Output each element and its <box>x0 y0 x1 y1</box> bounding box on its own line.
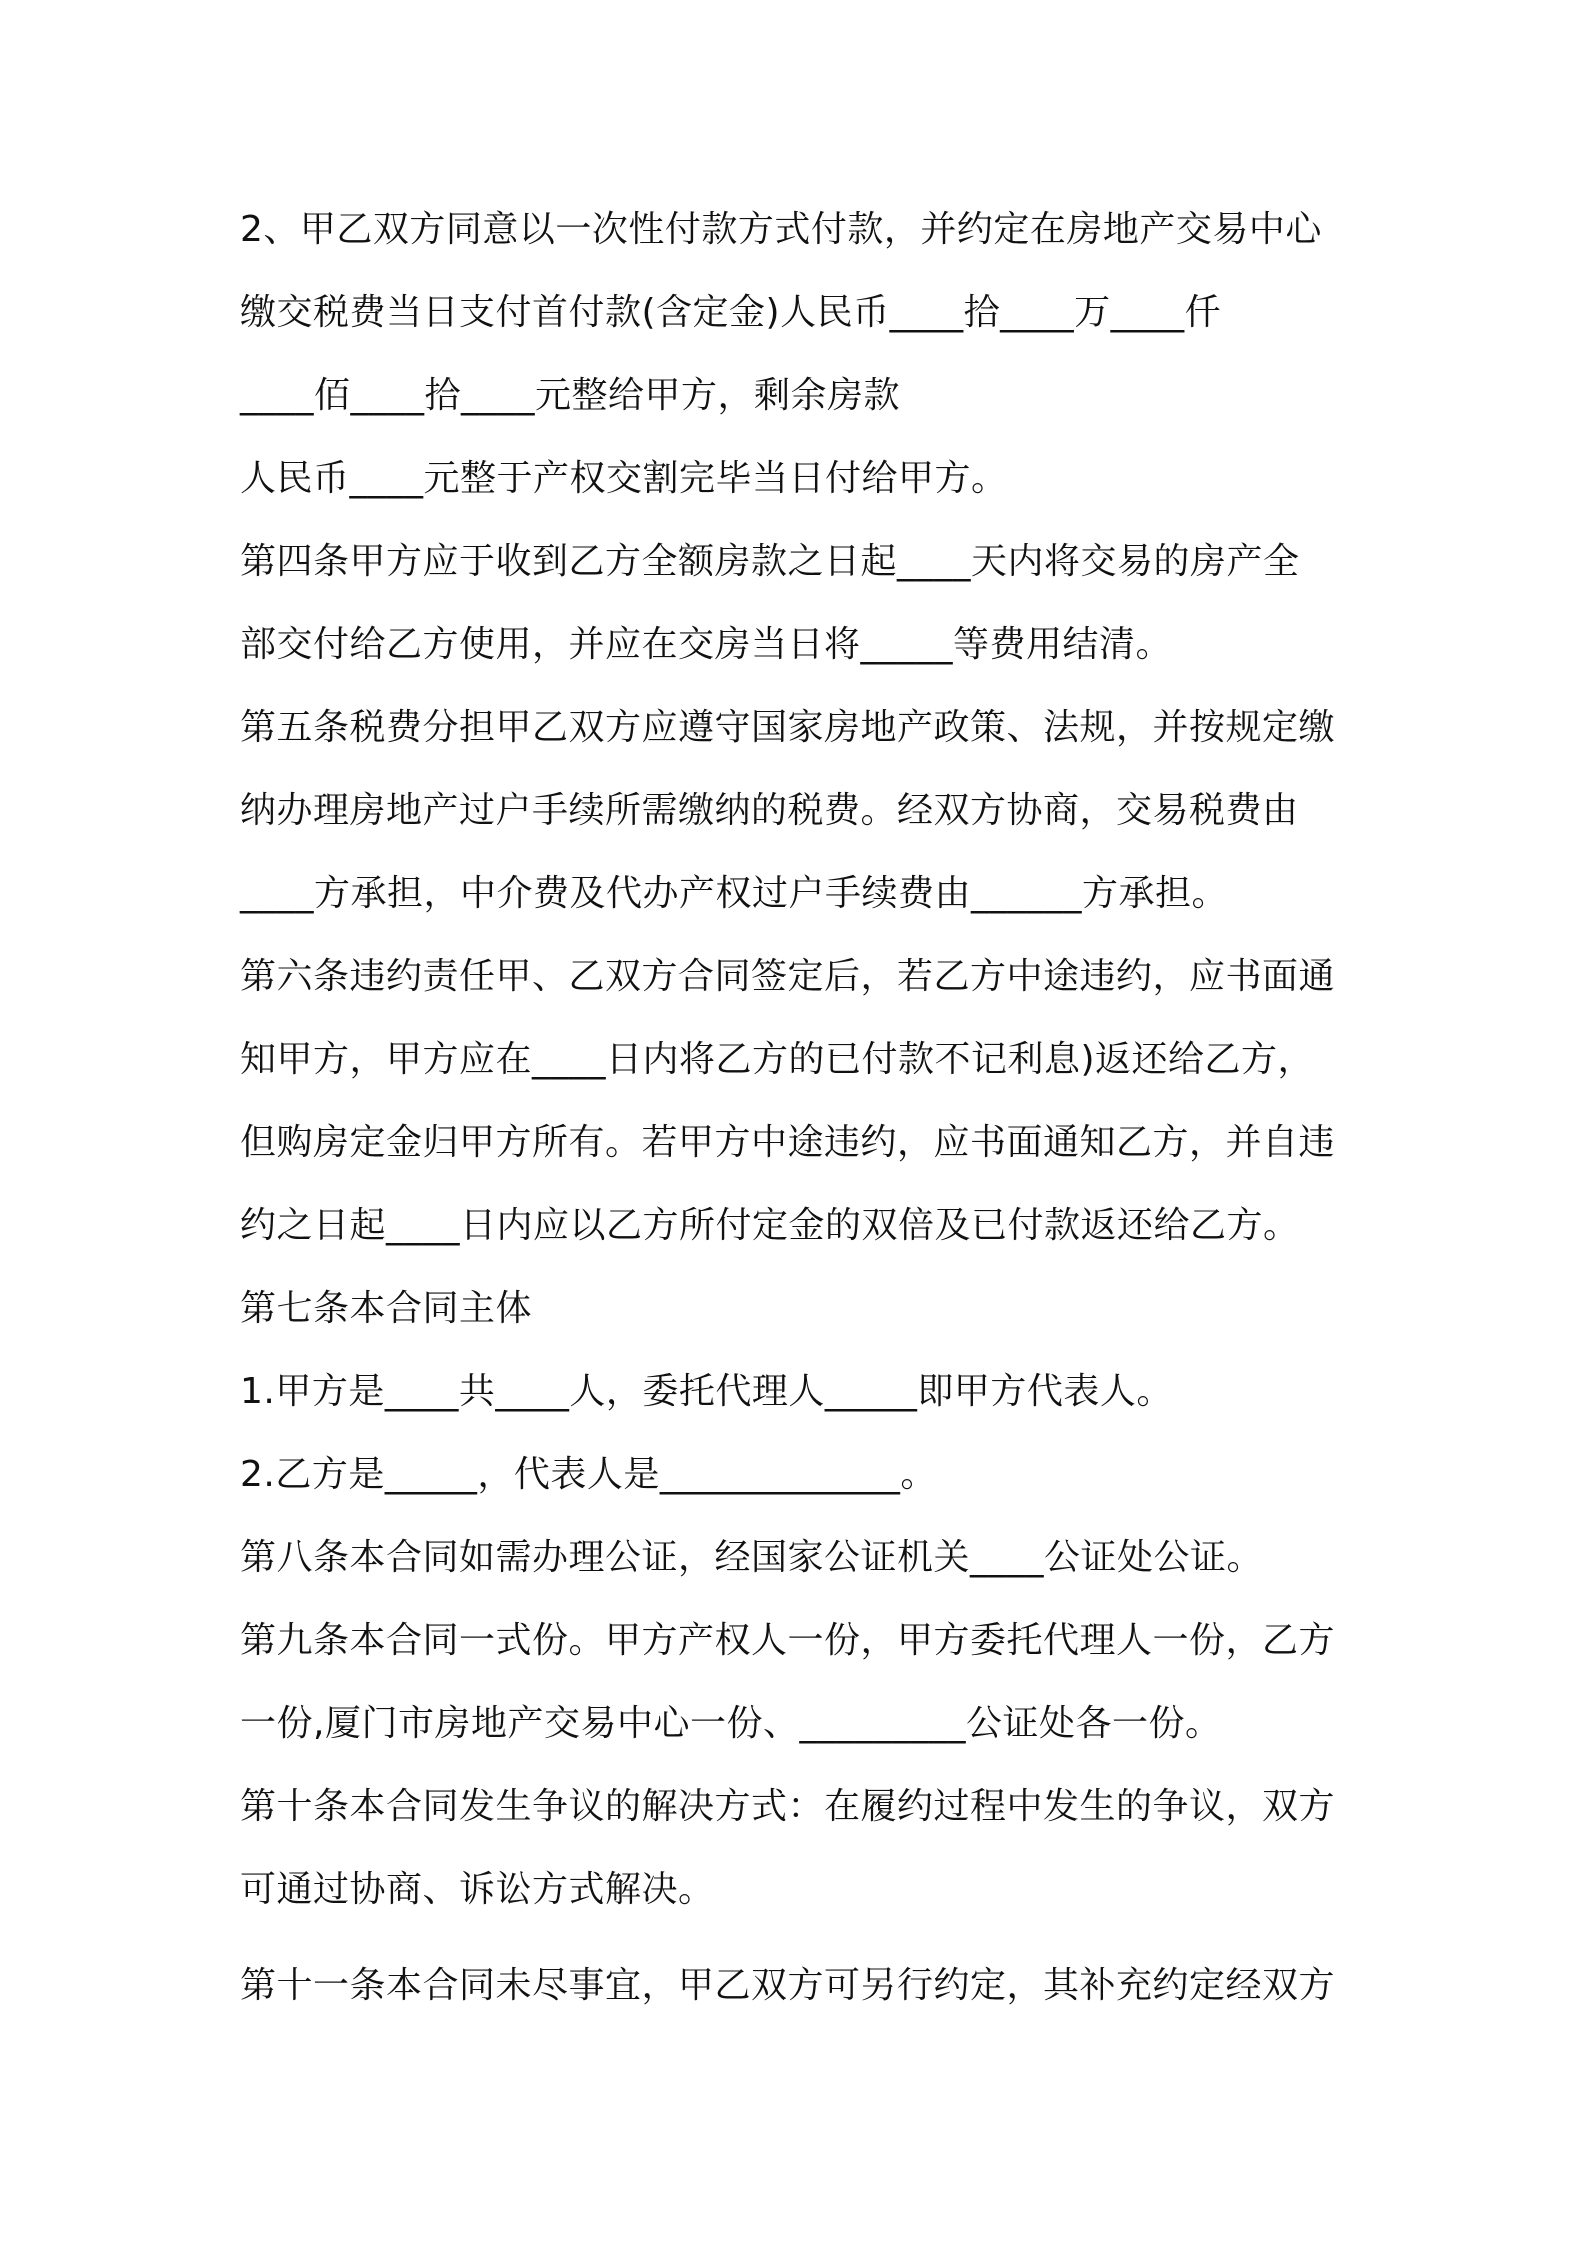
paragraph-line: 第四条甲方应于收到乙方全额房款之日起____天内将交易的房产全 <box>240 541 1300 582</box>
paragraph-line: 缴交税费当日支付首付款(含定金)人民币____拾____万____仟 <box>240 292 1222 333</box>
paragraph-line: 2.乙方是_____，代表人是_____________。 <box>240 1454 937 1495</box>
paragraph-line: 第十条本合同发生争议的解决方式：在履约过程中发生的争议，双方 <box>240 1786 1336 1827</box>
paragraph-line: 2、甲乙双方同意以一次性付款方式付款，并约定在房地产交易中心 <box>240 209 1322 250</box>
paragraph-line: 知甲方，甲方应在____日内将乙方的已付款不记利息)返还给乙方， <box>240 1039 1315 1080</box>
paragraph-line: 但购房定金归甲方所有。若甲方中途违约，应书面通知乙方，并自违 <box>240 1122 1336 1163</box>
paragraph-line: 人民币____元整于产权交割完毕当日付给甲方。 <box>240 458 1008 499</box>
paragraph-line: 部交付给乙方使用，并应在交房当日将_____等费用结清。 <box>240 624 1173 665</box>
paragraph-line: 纳办理房地产过户手续所需缴纳的税费。经双方协商，交易税费由 <box>240 790 1299 831</box>
paragraph-line: 第六条违约责任甲、乙双方合同签定后，若乙方中途违约，应书面通 <box>240 956 1336 997</box>
paragraph-line: 一份,厦门市房地产交易中心一份、_________公证处各一份。 <box>240 1703 1222 1744</box>
paragraph-line: 可通过协商、诉讼方式解决。 <box>240 1869 715 1910</box>
paragraph-line: 约之日起____日内应以乙方所付定金的双倍及已付款返还给乙方。 <box>240 1205 1300 1246</box>
paragraph-line: 第八条本合同如需办理公证，经国家公证机关____公证处公证。 <box>240 1537 1264 1578</box>
paragraph-line: ____佰____拾____元整给甲方，剩余房款 <box>240 375 901 416</box>
paragraph-line: 第七条本合同主体 <box>240 1288 533 1329</box>
paragraph-line: 第五条税费分担甲乙双方应遵守国家房地产政策、法规，并按规定缴 <box>240 707 1336 748</box>
paragraph-line: ____方承担，中介费及代办产权过户手续费由______方承担。 <box>240 873 1229 914</box>
paragraph-line: 第九条本合同一式份。甲方产权人一份，甲方委托代理人一份，乙方 <box>240 1620 1336 1661</box>
paragraph-line: 1.甲方是____共____人，委托代理人_____即甲方代表人。 <box>240 1371 1173 1412</box>
paragraph-line: 第十一条本合同未尽事宜，甲乙双方可另行约定，其补充约定经双方 <box>240 1965 1336 2006</box>
